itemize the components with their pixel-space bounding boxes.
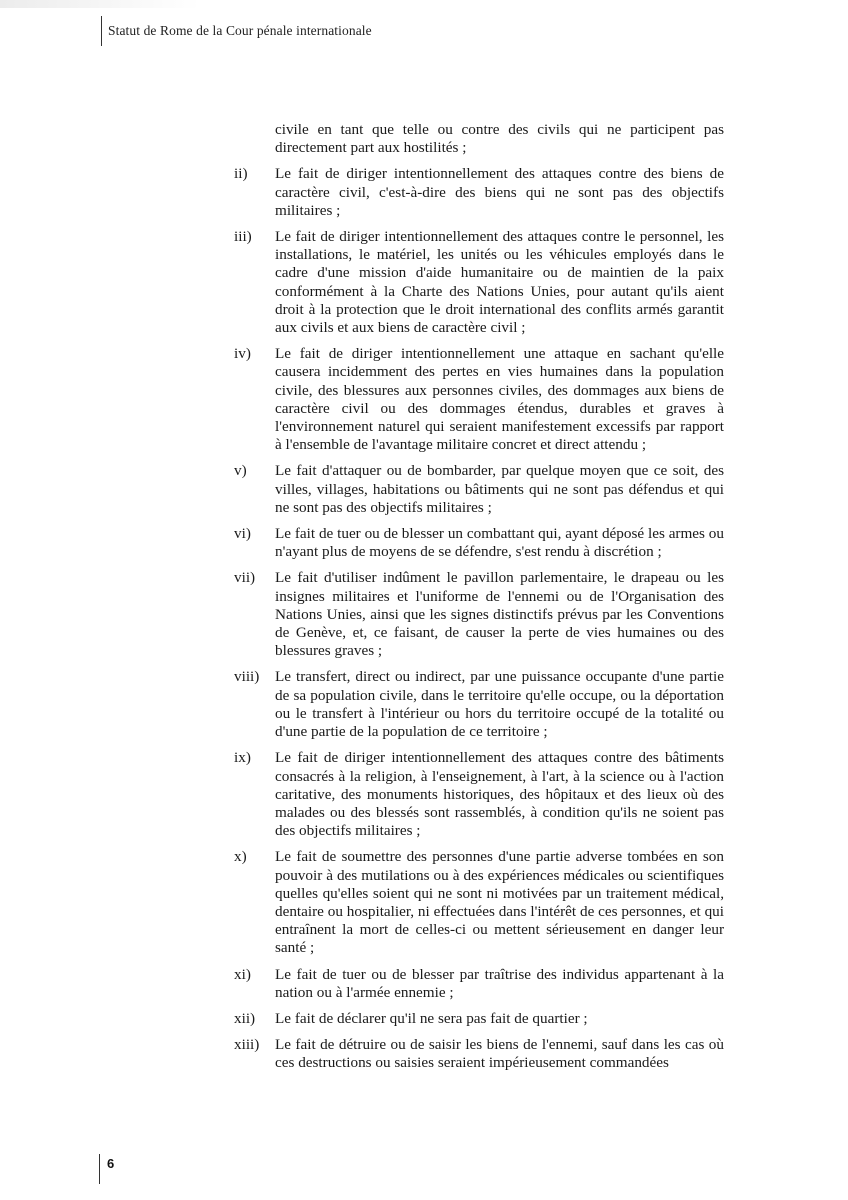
item-number: iii) [234, 228, 252, 246]
header-title: Statut de Rome de la Cour pénale internationale [108, 23, 372, 38]
item-number: iv) [234, 345, 251, 363]
page-footer [99, 1154, 114, 1184]
list-item [234, 525, 724, 561]
item-number: ii) [234, 165, 248, 183]
item-text: Le fait d'attaquer ou de bombarder, par quelque moyen que ce soit, des villes, villages, habitations ou bâtiments qui ne sont pas défendus et qui ne sont pas des objectifs militaires ; [275, 462, 724, 516]
list-item [234, 228, 724, 337]
list-item [234, 1036, 724, 1072]
item-text: Le fait de diriger intentionnellement des attaques contre des bâtiments consacrés à la religion, à l'enseignement, à l'art, à la science ou à l'action caritative, des monuments historiques, des hôpitaux et des lieux où des malades ou des blessés sont rassemblés, à condition qu'ils ne soient pas des objectifs militaires ; [275, 749, 724, 840]
item-number: vi) [234, 525, 251, 543]
item-number: xi) [234, 965, 251, 983]
item-number: v) [234, 462, 247, 480]
item-text: Le fait de détruire ou de saisir les biens de l'ennemi, sauf dans les cas où ces destructions ou saisies seraient impérieusement commandées [275, 1036, 724, 1072]
item-number: xii) [234, 1009, 256, 1027]
list-item [234, 462, 724, 517]
continuation-paragraph: civile en tant que telle ou contre des civils qui ne participent pas directement part aux hostilités ; [275, 121, 724, 157]
running-header [101, 16, 372, 46]
list-item [234, 668, 724, 741]
item-text: Le fait de déclarer qu'il ne sera pas fait de quartier ; [275, 1009, 588, 1027]
item-text: Le fait de soumettre des personnes d'une partie adverse tombées en son pouvoir à des mutilations ou à des expériences médicales ou scientifiques quelles qu'elles soient qui ne sont ni motivées par un traitement médical, dentaire ou hospitalier, ni effectuées dans l'intérêt de ces personnes, et qui entraînent la mort de celles-ci ou mettent sérieusement en danger leur santé ; [275, 848, 724, 957]
document-body [234, 121, 724, 1081]
item-number: ix) [234, 749, 251, 767]
list-item [234, 966, 724, 1002]
item-number: x) [234, 848, 247, 866]
list-item [234, 848, 724, 957]
list-item [234, 1010, 724, 1028]
list-item [234, 569, 724, 660]
item-text: Le transfert, direct ou indirect, par une puissance occupante d'une partie de sa population civile, dans le territoire qu'elle occupe, ou la déportation ou le transfert à l'intérieur ou hors du territoire occupé de la totalité ou d'une partie de la population de ce territoire ; [275, 668, 724, 741]
item-number: xiii) [234, 1036, 260, 1054]
item-text: Le fait de tuer ou de blesser un combattant qui, ayant déposé les armes ou n'ayant plus de moyens de se défendre, s'est rendu à discrétion ; [275, 525, 724, 561]
list-item [234, 345, 724, 454]
page-top-shadow [0, 0, 200, 8]
list-item [234, 165, 724, 220]
item-text: Le fait de diriger intentionnellement une attaque en sachant qu'elle causera incidemment des pertes en vies humaines dans la population civile, des blessures aux personnes civiles, des dommages aux biens de caractère civil ou des dommages étendus, durables et graves à l'environnement naturel qui seraient manifestement excessifs par rapport à l'ensemble de l'avantage militaire concret et direct attendu ; [275, 345, 724, 454]
item-text: Le fait d'utiliser indûment le pavillon parlementaire, le drapeau ou les insignes militaires et l'uniforme de l'ennemi ou de l'Organisation des Nations Unies, ainsi que les signes distinctifs prévus par les Conventions de Genève, et, ce faisant, de causer la perte de vies humaines ou des blessures graves ; [275, 569, 724, 660]
item-number: vii) [234, 569, 256, 587]
item-text: Le fait de diriger intentionnellement des attaques contre des biens de caractère civil, c'est-à-dire des biens qui ne sont pas des objectifs militaires ; [275, 165, 724, 219]
item-text: Le fait de tuer ou de blesser par traîtrise des individus appartenant à la nation ou à l'armée ennemie ; [275, 965, 724, 1001]
item-number: viii) [234, 668, 260, 686]
item-text: Le fait de diriger intentionnellement des attaques contre le personnel, les installations, le matériel, les unités ou les véhicules employés dans le cadre d'une mission d'aide humanitaire ou de maintien de la paix conformément à la Charte des Nations Unies, pour autant qu'ils aient droit à la protection que le droit international des conflits armés garantit aux civils et aux biens de caractère civil ; [275, 228, 724, 337]
page-number: 6 [107, 1156, 115, 1171]
list-item [234, 749, 724, 840]
